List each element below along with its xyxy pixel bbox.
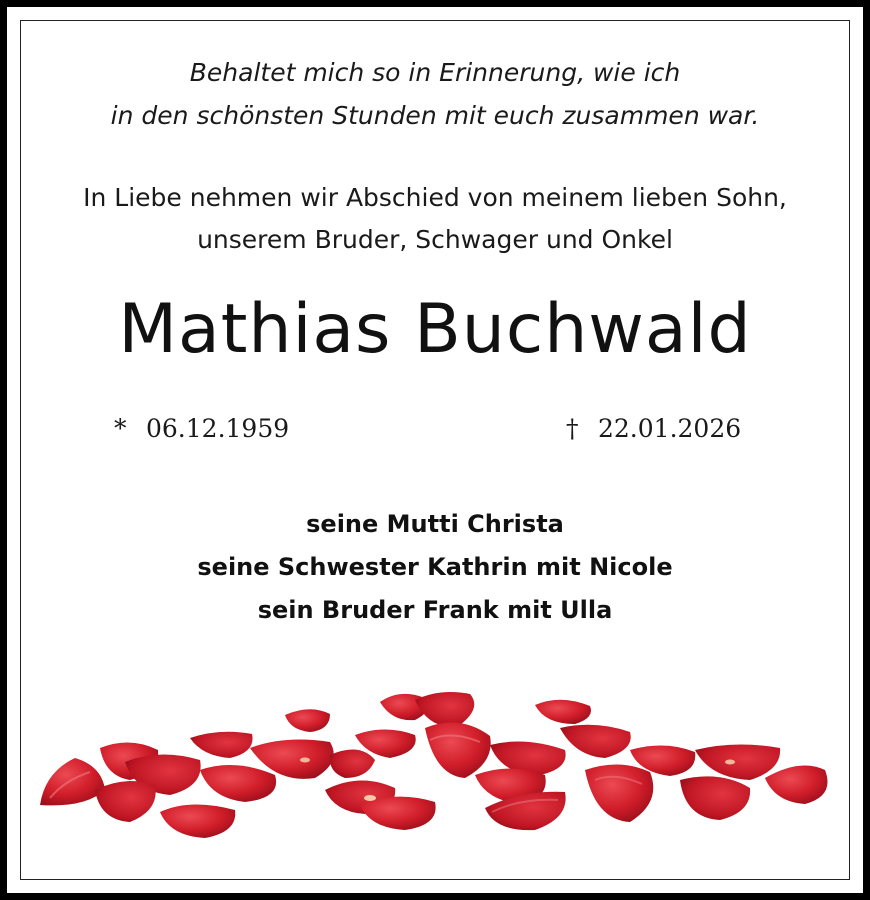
petal	[95, 781, 156, 822]
petal	[680, 776, 750, 820]
death-cross-icon: †	[566, 414, 579, 443]
death-date: 22.01.2026	[598, 414, 742, 443]
petal	[535, 700, 591, 724]
birth-date: 06.12.1959	[146, 414, 290, 443]
petal	[560, 725, 631, 758]
birth-star-icon: *	[114, 414, 127, 443]
petal	[200, 765, 276, 802]
mourner-line-2: seine Schwester Kathrin mit Nicole	[197, 553, 673, 581]
petal	[285, 709, 330, 732]
petal	[415, 692, 474, 726]
petal	[190, 732, 253, 758]
petal	[330, 750, 375, 778]
petal	[695, 744, 780, 780]
petal	[765, 766, 828, 805]
motto-line-1: Behaltet mich so in Erinnerung, wie ich	[189, 58, 681, 87]
intro-line-2: unserem Bruder, Schwager und Onkel	[197, 225, 673, 254]
petal	[40, 758, 105, 805]
death-date-line	[566, 414, 741, 443]
mourner-line-3: sein Bruder Frank mit Ulla	[257, 596, 613, 624]
petal	[425, 723, 491, 778]
motto-line-2: in den schönsten Stunden mit euch zusammen war.	[110, 101, 760, 130]
petal	[160, 804, 235, 838]
petal	[360, 797, 436, 830]
intro-line-1: In Liebe nehmen wir Abschied von meinem lieben Sohn,	[83, 183, 787, 212]
mourner-line-1: seine Mutti Christa	[306, 510, 564, 538]
petal	[585, 764, 653, 822]
deceased-name: Mathias Buchwald	[118, 290, 752, 369]
rose-petals-image	[30, 680, 840, 850]
birth-date-line	[114, 414, 289, 443]
